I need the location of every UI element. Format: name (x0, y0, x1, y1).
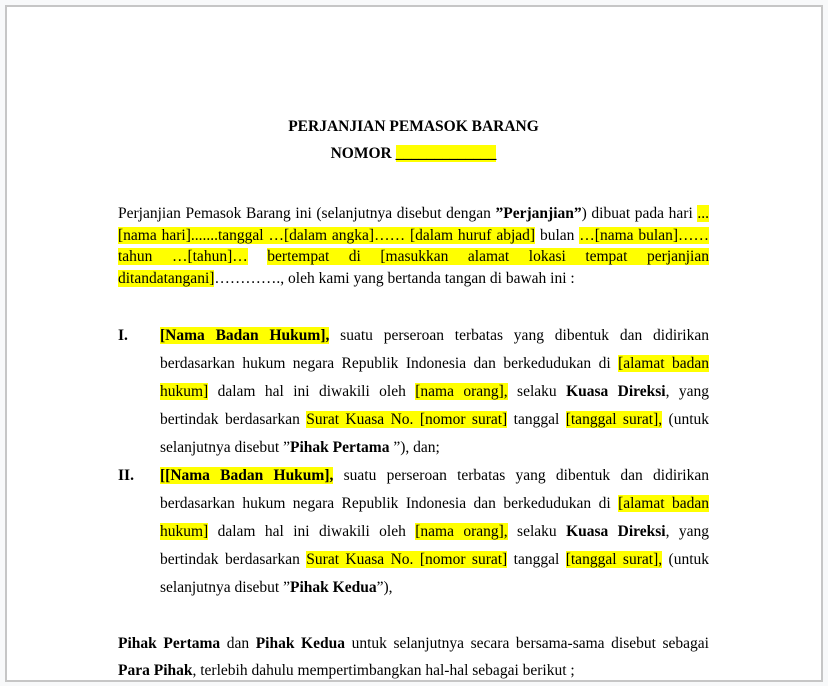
highlighted-placeholder: [nama orang], (415, 523, 508, 540)
text-run: dalam hal ini diwakili oleh (208, 383, 416, 400)
text-run: , terlebih dahulu mempertimbangkan hal-hal sebagai berikut ; (192, 662, 575, 679)
highlighted-placeholder: [alamat badan hukum] (160, 495, 709, 540)
highlighted-placeholder: _____________ (395, 145, 497, 162)
text-run: ”Perjanjian” (495, 205, 582, 222)
text-run: Pihak Kedua (290, 579, 377, 596)
highlighted-placeholder: ...[nama hari].......tanggal …[dalam angka]…… [dalam huruf abjad] (118, 205, 709, 244)
text-run: selaku (507, 383, 567, 400)
text-run: dan (220, 635, 256, 652)
text-run: NOMOR (330, 145, 396, 162)
highlighted-placeholder: Surat Kuasa No. [nomor surat] (306, 551, 508, 568)
document-title: PERJANJIAN PEMASOK BARANG (288, 118, 539, 135)
document-content (7, 7, 821, 682)
text-run: Perjanjian Pemasok Barang ini (selanjutnya disebut dengan (118, 205, 496, 222)
document-page (5, 5, 823, 682)
intro-paragraph (118, 203, 709, 289)
text-run: , yang bertindak berdasarkan (160, 383, 710, 428)
highlighted-placeholder: [tanggal surat], (565, 411, 663, 428)
text-run: dalam hal ini diwakili oleh (208, 523, 416, 540)
text-run: untuk selanjutnya secara bersama-sama disebut sebagai (344, 635, 709, 652)
parties-list (118, 322, 709, 602)
text-run: suatu perseroan terbatas yang dibentuk dan didirikan berdasarkan hukum negara Republik Indonesia dan berkedudukan di (160, 327, 709, 372)
party-numeral: II. (118, 467, 134, 484)
text-run: ) dibuat pada hari (581, 205, 698, 222)
highlighted-placeholder: …[nama bulan]…… tahun …[tahun]… (118, 226, 710, 265)
text-run: Para Pihak (118, 662, 193, 679)
highlighted-placeholder: [alamat badan hukum] (160, 355, 709, 400)
highlighted-placeholder: [nama orang], (415, 383, 508, 400)
text-run (248, 248, 268, 265)
document-number-line (118, 140, 709, 167)
closing-paragraph (118, 630, 709, 682)
text-run: Pihak Pertama (118, 635, 221, 652)
text-run: suatu perseroan terbatas yang dibentuk dan didirikan berdasarkan hukum negara Republik Indonesia dan berkedudukan di (160, 467, 709, 512)
text-run: Kuasa Direksi (566, 523, 666, 540)
highlighted-placeholder: [tanggal surat], (565, 551, 663, 568)
party-numeral: I. (118, 327, 128, 344)
text-run: selaku (507, 523, 567, 540)
text-run: , yang bertindak berdasarkan (160, 523, 710, 568)
text-run: tanggal (507, 411, 566, 428)
document-title-block (118, 113, 709, 167)
party-item-second (118, 462, 709, 602)
text-run: ”), dan; (393, 439, 440, 456)
party-text (160, 467, 709, 596)
party-text (160, 327, 709, 456)
text-run: tanggal (507, 551, 566, 568)
text-run: (untuk selanjutnya disebut ” (160, 411, 710, 456)
highlighted-placeholder: bertempat di [masukkan alamat lokasi tempat perjanjian ditandatangani] (118, 248, 709, 287)
text-run: Pihak Pertama (290, 439, 394, 456)
text-run: ”), (376, 579, 393, 596)
highlighted-placeholder: [[Nama Badan Hukum], (160, 467, 334, 484)
party-item-first (118, 322, 709, 462)
text-run: Kuasa Direksi (566, 383, 666, 400)
highlighted-placeholder: [Nama Badan Hukum], (160, 327, 330, 344)
text-run: …………., oleh kami yang bertanda tangan di bawah ini : (214, 269, 575, 287)
text-run: bulan (535, 226, 580, 244)
text-run: Pihak Kedua (255, 635, 345, 652)
highlighted-placeholder: Surat Kuasa No. [nomor surat] (306, 411, 508, 428)
text-run: (untuk selanjutnya disebut ” (160, 551, 710, 596)
